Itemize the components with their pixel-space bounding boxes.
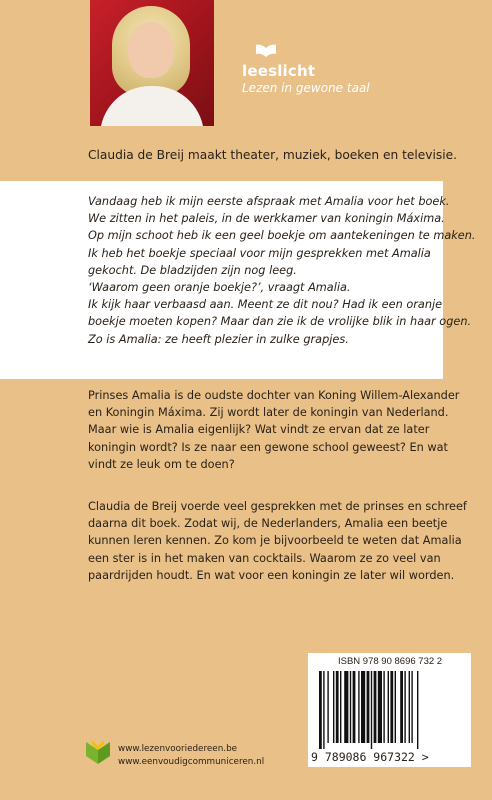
quote-line: Vandaag heb ik mijn eerste afspraak met Amalia voor het boek. xyxy=(88,195,450,208)
author-intro: Claudia de Breij maakt theater, muziek, boeken en televisie. xyxy=(88,148,457,162)
paragraph-line: kunnen leren kennen. Zo kom je bijvoorbeeld te weten dat Amalia xyxy=(88,534,462,548)
author-photo xyxy=(90,0,214,126)
open-book-icon xyxy=(256,44,276,58)
barcode-digits: 9 789086 967322 > xyxy=(311,750,429,764)
barcode-bar xyxy=(367,671,370,743)
excerpt-quote xyxy=(88,193,476,348)
barcode-bar xyxy=(395,671,396,743)
quote-line: gekocht. De bladzijden zijn nog leeg. xyxy=(88,263,297,277)
blurb-paragraph-2 xyxy=(88,498,467,584)
barcode-bar xyxy=(371,671,372,749)
barcode-bars xyxy=(319,671,459,749)
barcode-bar xyxy=(361,671,365,743)
isbn-label: ISBN 978 90 8696 732 2 xyxy=(338,656,443,667)
author-shoulders xyxy=(100,86,204,126)
barcode-panel xyxy=(308,653,471,767)
barcode-bar xyxy=(411,671,412,743)
barcode-bar xyxy=(323,671,324,749)
paragraph-line: een ster is in het maken van cocktails. Waarom ze zo veel van xyxy=(88,551,441,565)
barcode-bar xyxy=(374,671,377,743)
barcode-bar xyxy=(378,671,382,743)
publisher-tagline: Lezen in gewone taal xyxy=(242,81,370,95)
publisher-name: leeslicht xyxy=(242,62,316,80)
barcode-bar xyxy=(400,671,403,743)
author-face xyxy=(128,22,174,78)
paragraph-line: koningin wordt? Is ze naar een gewone school geweest? En wat xyxy=(88,440,448,454)
quote-line: Ik kijk haar verbaasd aan. Meent ze dit nou? Had ik een oranje xyxy=(88,298,443,312)
barcode-bar xyxy=(333,671,334,743)
barcode-bar xyxy=(340,671,341,743)
quote-line: Ik heb het boekje speciaal voor mijn gesprekken met Amalia xyxy=(88,246,431,260)
website-link[interactable]: www.lezenvooriedereen.be xyxy=(118,744,238,754)
barcode-bar xyxy=(319,671,322,749)
quote-line: We zitten in het paleis, in de werkkamer van koningin Máxima. xyxy=(88,212,445,226)
blurb-paragraph-1 xyxy=(88,387,459,473)
quote-line: Zo is Amalia: ze heeft plezier in zulke grapjes. xyxy=(88,332,349,346)
quote-panel xyxy=(0,181,476,379)
barcode-bar xyxy=(344,671,348,743)
quote-line: ‘Waarom geen oranje boekje?’, vraagt Amalia. xyxy=(88,281,351,295)
barcode-bar xyxy=(383,671,384,743)
quote-line: boekje moeten kopen? Maar dan zie ik de vrolijke blik in haar ogen. xyxy=(88,315,472,329)
barcode-bar xyxy=(388,671,389,743)
barcode-bar xyxy=(417,671,418,749)
paragraph-line: Claudia de Breij voerde veel gesprekken met de prinses en schreef xyxy=(88,500,467,513)
barcode-bar xyxy=(390,671,393,743)
barcode-bar xyxy=(336,671,339,743)
barcode-bar xyxy=(327,671,328,743)
paragraph-line: vindt ze leuk om te doen? xyxy=(88,457,235,471)
paragraph-line: en Koningin Máxima. Zij wordt later de koningin van Nederland. xyxy=(88,406,449,420)
paragraph-line: Prinses Amalia is de oudste dochter van Koning Willem-Alexander xyxy=(88,389,460,402)
barcode-bar xyxy=(409,671,410,743)
barcode-bar xyxy=(353,671,356,743)
paragraph-line: daarna dit boek. Zodat wij, de Nederlanders, Amalia een beetje xyxy=(88,517,448,531)
paragraph-line: Maar wie is Amalia eigenlijk? Wat vindt ze ervan dat ze later xyxy=(88,423,430,437)
reading-logo-icon xyxy=(84,738,112,766)
barcode-bar xyxy=(358,671,359,743)
paragraph-line: paardrijden houdt. En wat voor een koningin ze later wil worden. xyxy=(88,568,455,582)
quote-line: Op mijn schoot heb ik een geel boekje om aantekeningen te maken. xyxy=(88,229,476,243)
barcode-bar xyxy=(350,671,351,743)
website-link[interactable]: www.eenvoudigcommuniceren.nl xyxy=(118,757,265,767)
barcode-bar xyxy=(404,671,405,743)
